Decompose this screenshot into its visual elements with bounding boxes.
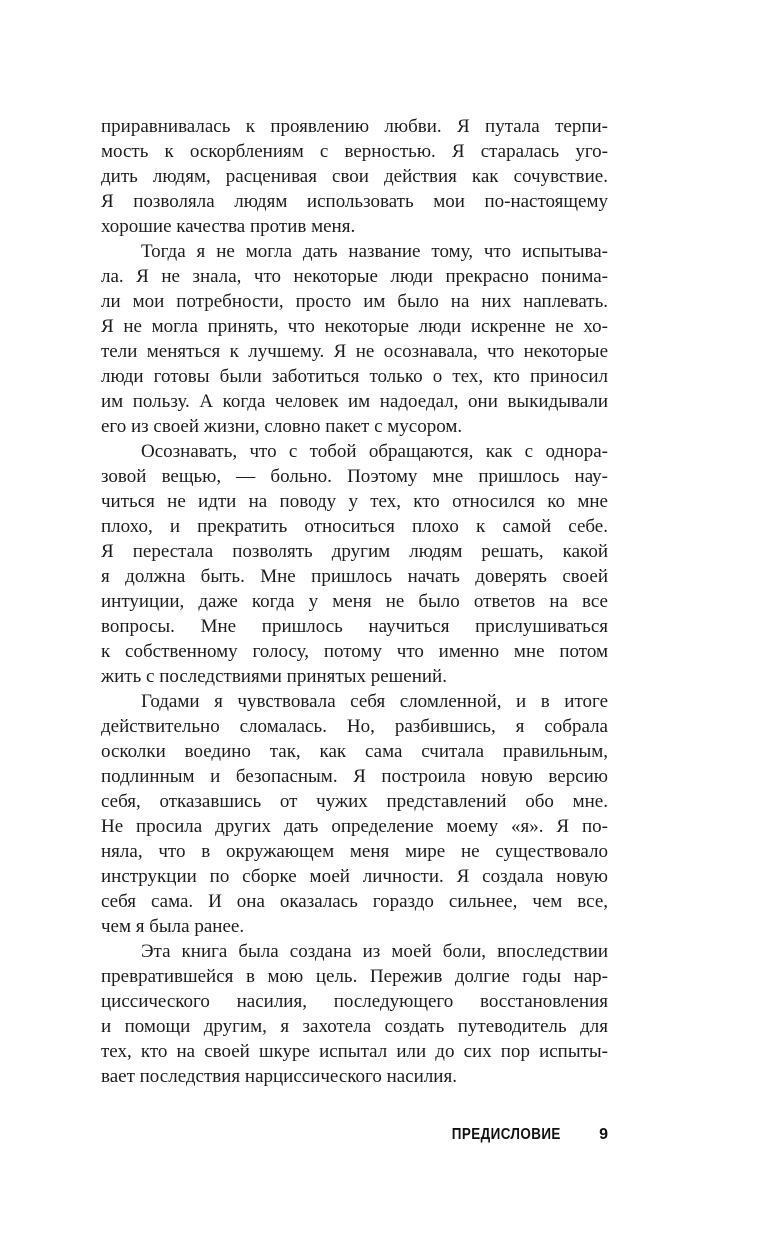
text-line: интуиции, даже когда у меня не было ответов на все (101, 591, 608, 612)
text-line: себя, отказавшись от чужих представлений обо мне. (101, 791, 608, 812)
text-line: приравнивалась к проявлению любви. Я путала терпи- (101, 116, 608, 137)
page-footer (101, 1126, 608, 1144)
text-line: подлинным и безопасным. Я построила новую версию (101, 766, 608, 787)
text-line: Тогда я не могла дать название тому, что испытыва- (141, 241, 608, 262)
text-line: жить с последствиями принятых решений. (101, 666, 447, 687)
text-line: его из своей жизни, словно пакет с мусором. (101, 416, 463, 437)
text-line: Я не могла принять, что некоторые люди искренне не хо- (101, 316, 608, 337)
text-line: я должна быть. Мне пришлось начать доверять своей (101, 566, 608, 587)
paragraph (101, 239, 608, 439)
text-line: себя сама. И она оказалась гораздо сильнее, чем все, (101, 891, 608, 912)
text-line: тех, кто на своей шкуре испытал или до сих пор испыты- (101, 1041, 608, 1062)
paragraph (101, 689, 608, 939)
text-line: инструкции по сборке моей личности. Я создала новую (101, 866, 608, 887)
text-line: Я перестала позволять другим людям решать, какой (101, 541, 608, 562)
page-number: 9 (599, 1126, 608, 1143)
text-line: осколки воедино так, как сама считала правильным, (101, 741, 608, 762)
text-line: читься не идти на поводу у тех, кто относился ко мне (101, 491, 608, 512)
text-line: вопросы. Мне пришлось научиться прислушиваться (101, 616, 608, 637)
text-line: люди готовы были заботиться только о тех, кто приносил (101, 366, 608, 387)
text-line: няла, что в окружающем меня мире не существовало (101, 841, 608, 862)
text-line: хорошие качества против меня. (101, 216, 356, 237)
text-block (101, 114, 608, 1089)
paragraph (101, 114, 608, 239)
text-line: Эта книга была создана из моей боли, впоследствии (141, 941, 608, 962)
text-line: зовой вещью, — больно. Поэтому мне пришлось нау- (101, 466, 608, 487)
text-line: превратившейся в мою цель. Пережив долгие годы нар- (101, 966, 608, 987)
text-line: ли мои потребности, просто им было на них наплевать. (101, 291, 608, 312)
paragraph (101, 939, 608, 1089)
text-line: и помощи другим, я захотела создать путеводитель для (101, 1016, 608, 1037)
text-line: чем я была ранее. (101, 916, 245, 937)
text-line: Я позволяла людям использовать мои по-настоящему (101, 191, 608, 212)
text-line: мость к оскорблениям с верностью. Я старалась уго- (101, 141, 608, 162)
text-line: действительно сломалась. Но, разбившись, я собрала (101, 716, 608, 737)
text-line: тели меняться к лучшему. Я не осознавала, что некоторые (101, 341, 608, 362)
text-line: Годами я чувствовала себя сломленной, и в итоге (141, 691, 608, 712)
text-line: циссического насилия, последующего восстановления (101, 991, 608, 1012)
paragraph (101, 439, 608, 689)
text-line: Не просила других дать определение моему «я». Я по- (101, 816, 608, 837)
text-line: ла. Я не знала, что некоторые люди прекрасно понима- (101, 266, 608, 287)
text-line: плохо, и прекратить относиться плохо к самой себе. (101, 516, 608, 537)
text-line: дить людям, расценивая свои действия как сочувствие. (101, 166, 608, 187)
text-line: вает последствия нарциссического насилия. (101, 1066, 457, 1087)
running-head: ПРЕДИСЛОВИЕ (452, 1126, 562, 1143)
text-line: к собственному голосу, потому что именно мне потом (101, 641, 608, 662)
text-line: им пользу. А когда человек им надоедал, они выкидывали (101, 391, 608, 412)
text-line: Осознавать, что с тобой обращаются, как с однора- (141, 441, 608, 462)
